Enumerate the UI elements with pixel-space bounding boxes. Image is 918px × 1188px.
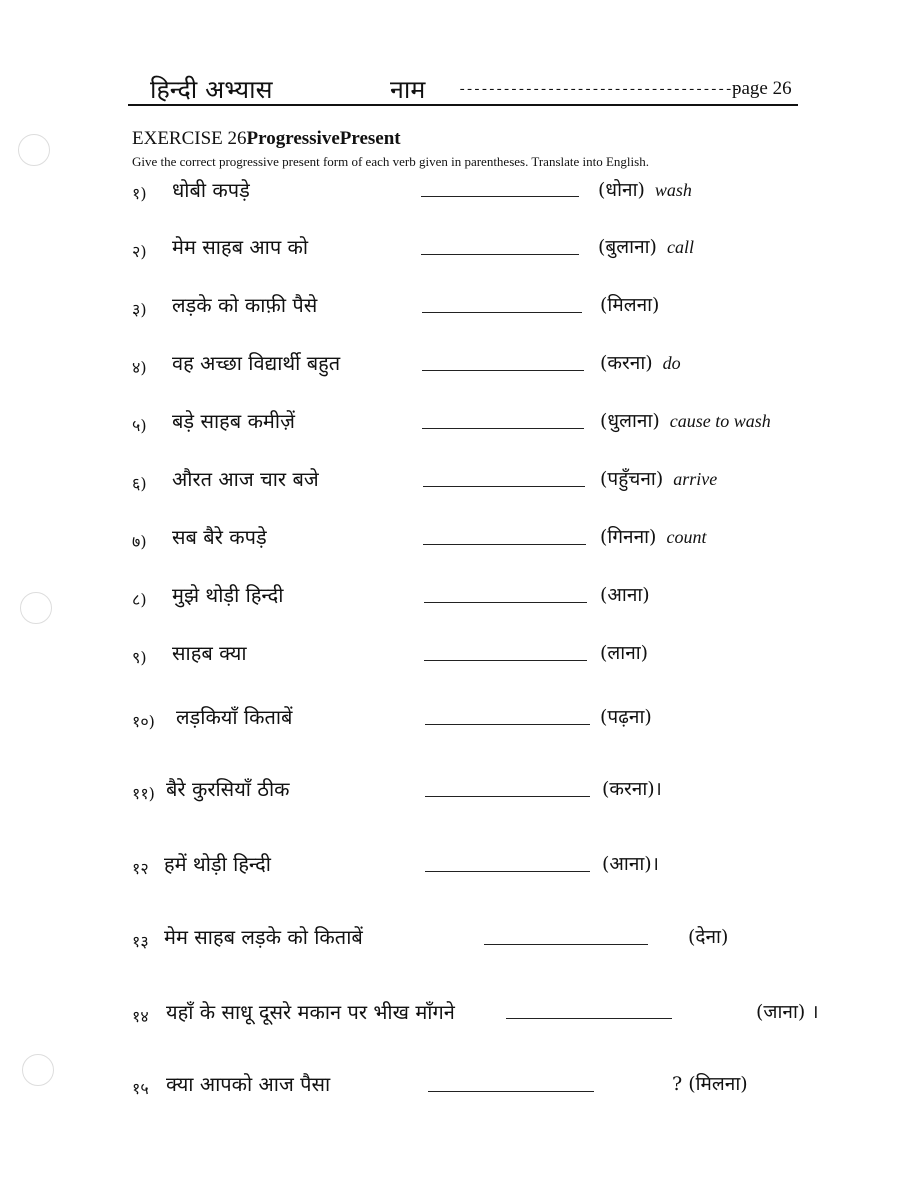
item-sentence: मेम साहब लड़के को किताबें [164, 925, 363, 949]
item-verb: (धोना) [598, 179, 645, 201]
answer-blank[interactable] [422, 312, 582, 313]
answer-blank[interactable] [506, 1018, 672, 1019]
item-verb: (लाना) [600, 642, 649, 664]
item-verb: (देना) [688, 926, 729, 948]
answer-blank[interactable] [421, 196, 579, 197]
item-verb: (पहुँचना) [600, 468, 664, 490]
item-sentence: क्या आपको आज पैसा [166, 1072, 331, 1096]
answer-blank[interactable] [425, 724, 590, 725]
answer-blank[interactable] [484, 944, 648, 945]
item-english: count [666, 527, 707, 547]
margin-hole-mark [18, 134, 50, 166]
item-sentence: यहाँ के साधू दूसरे मकान पर भीख माँगने [166, 1000, 455, 1024]
item-verb: (मिलना) [600, 294, 660, 316]
exercise-topic: ProgressivePresent [246, 128, 401, 149]
item-sentence: बैरे कुरसियाँ ठीक [166, 777, 290, 801]
answer-blank[interactable] [424, 602, 587, 603]
item-english: call [666, 237, 694, 257]
answer-blank[interactable] [421, 254, 579, 255]
item-number: ८) [132, 590, 147, 609]
item-verb: (आना)। [602, 853, 659, 875]
item-english: cause to wash [669, 411, 771, 431]
item-sentence: सब बैरे कपड़े [172, 525, 267, 549]
item-verb: (बुलाना) [598, 236, 657, 258]
item-verb: (करना)। [602, 778, 662, 800]
exercise-number: EXERCISE 26 [132, 128, 247, 149]
item-number: १३ [132, 932, 149, 951]
item-sentence: मेम साहब आप को [172, 235, 309, 259]
item-number: ७) [132, 532, 147, 551]
item-sentence: साहब क्या [172, 641, 247, 665]
answer-blank[interactable] [425, 871, 590, 872]
item-english: wash [654, 180, 692, 200]
item-sentence: बड़े साहब कमीज़ें [172, 409, 295, 433]
answer-blank[interactable] [422, 428, 584, 429]
item-number: १४ [132, 1007, 149, 1026]
item-sentence: वह अच्छा विद्यार्थी बहुत [172, 351, 341, 375]
item-number: ९) [132, 648, 147, 667]
item-number: ६) [132, 474, 147, 493]
answer-blank[interactable] [424, 660, 587, 661]
name-dash-line: -------------------------------------- [458, 82, 740, 98]
item-number: १५ [132, 1079, 149, 1098]
item-sentence: लड़कियाँ किताबें [176, 705, 293, 729]
item-sentence: मुझे थोड़ी हिन्दी [172, 583, 284, 607]
name-label: नाम [390, 75, 426, 104]
exercise-title [132, 128, 401, 150]
item-number: ४) [132, 358, 147, 377]
item-number: १०) [132, 712, 155, 731]
exercise-instructions: Give the correct progressive present form of each verb given in parentheses. Translate into English. [132, 154, 649, 169]
item-sentence: हमें थोड़ी हिन्दी [164, 852, 271, 876]
item-number: १२ [132, 859, 149, 878]
margin-hole-mark [22, 1054, 54, 1086]
item-verb: (करना) [600, 352, 653, 374]
item-english: do [662, 353, 681, 373]
item-number: २) [132, 242, 147, 261]
answer-blank[interactable] [423, 544, 586, 545]
answer-blank[interactable] [422, 370, 584, 371]
item-english: arrive [673, 469, 718, 489]
item-number: ५) [132, 416, 147, 435]
answer-blank[interactable] [425, 796, 590, 797]
item-number: ११) [132, 784, 155, 803]
item-sentence: लड़के को काफ़ी पैसे [172, 293, 318, 317]
page-number: page 26 [732, 78, 792, 99]
item-verb: (गिनना) [600, 526, 657, 548]
item-verb: (जाना) । [756, 1001, 819, 1023]
item-verb: ? (मिलना) [672, 1073, 748, 1095]
worksheet-title: हिन्दी अभ्यास [150, 75, 273, 104]
item-number: ३) [132, 300, 147, 319]
header-rule [128, 104, 798, 106]
item-verb: (पढ़ना) [600, 706, 652, 728]
item-number: १) [132, 184, 147, 203]
item-sentence: धोबी कपड़े [172, 178, 250, 202]
margin-hole-mark [20, 592, 52, 624]
item-verb: (धुलाना) [600, 410, 660, 432]
item-sentence: औरत आज चार बजे [172, 467, 319, 491]
item-verb: (आना) [600, 584, 650, 606]
answer-blank[interactable] [428, 1091, 594, 1092]
answer-blank[interactable] [423, 486, 585, 487]
